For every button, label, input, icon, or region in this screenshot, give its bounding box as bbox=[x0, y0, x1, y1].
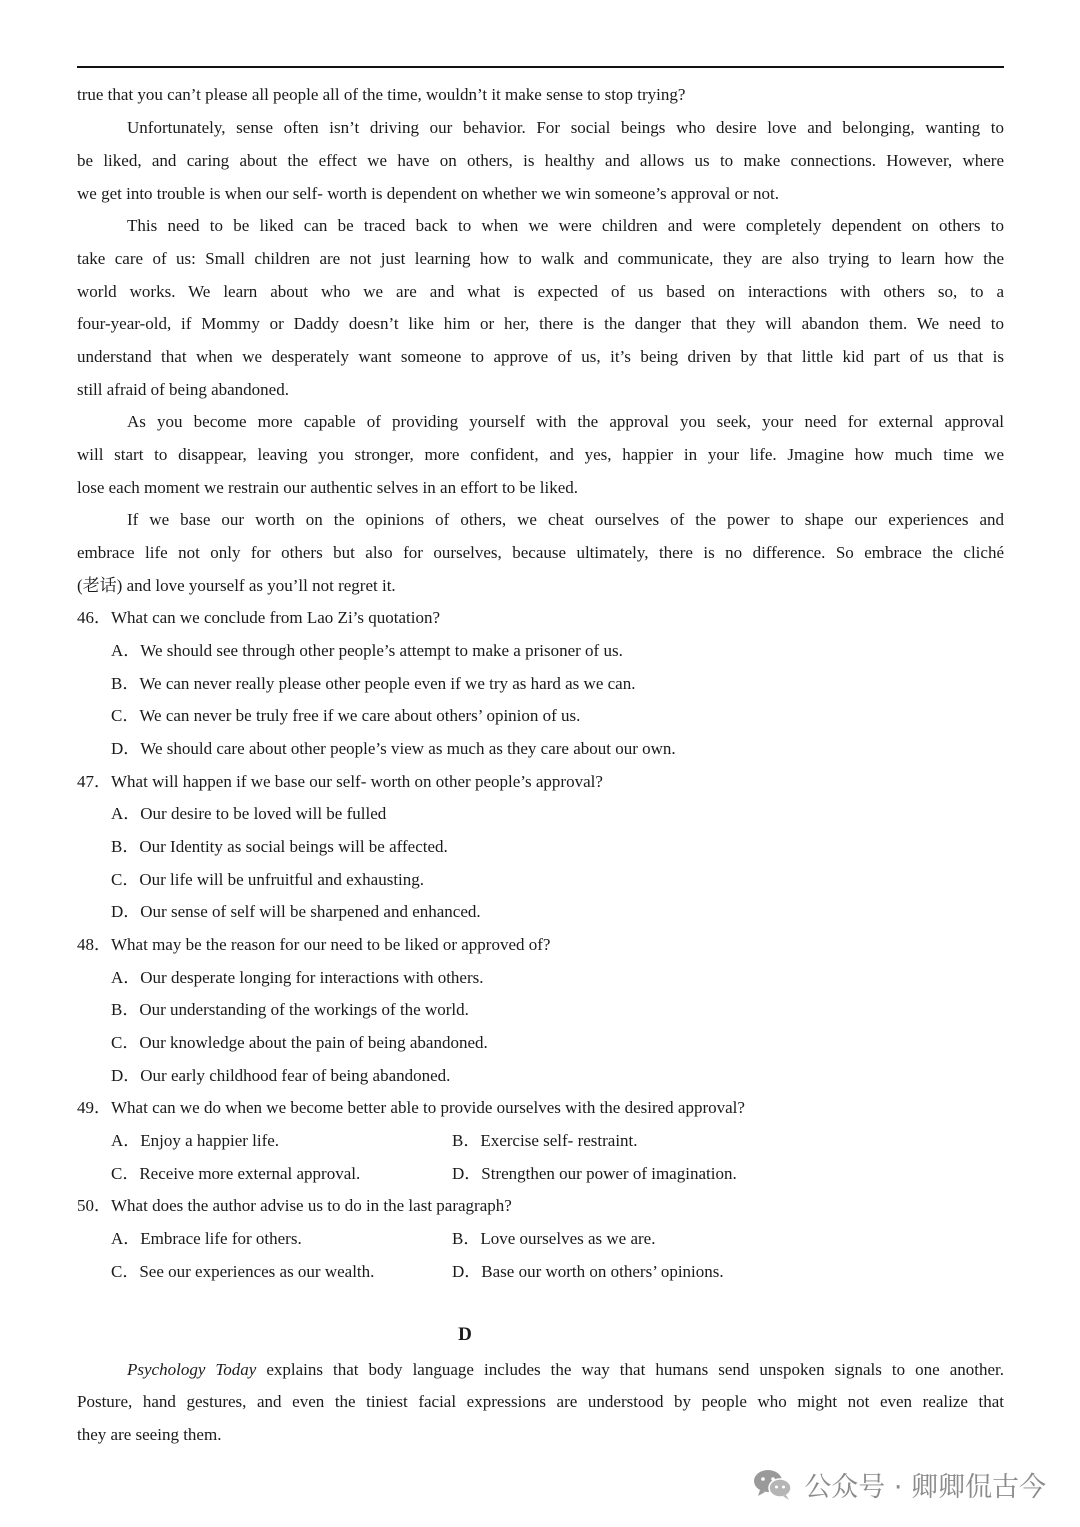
passage-line: four-year-old, if Mommy or Daddy doesn’t like him or her, there is the danger that they will abandon them. We need to bbox=[77, 314, 1004, 333]
question-49-option-d: D．Strengthen our power of imagination. bbox=[452, 1164, 737, 1183]
question-50-stem: 50．What does the author advise us to do in the last paragraph? bbox=[77, 1196, 512, 1215]
question-47-option-a: A．Our desire to be loved will be fulled bbox=[111, 804, 387, 823]
question-48-option-d: D．Our early childhood fear of being abandoned. bbox=[111, 1066, 451, 1085]
question-48-option-c: C．Our knowledge about the pain of being abandoned. bbox=[111, 1033, 488, 1052]
question-50-option-a: A．Embrace life for others. bbox=[111, 1229, 302, 1248]
question-50-option-b: B．Love ourselves as we are. bbox=[452, 1229, 656, 1248]
passage-line: (老话) and love yourself as you’ll not regret it. bbox=[77, 576, 396, 595]
passage-line: This need to be liked can be traced back to when we were children and were completely dependent on others to bbox=[127, 216, 1004, 235]
passage-line: take care of us: Small children are not just learning how to walk and communicate, they are also trying to learn how the bbox=[77, 249, 1004, 268]
question-46-option-d: D．We should care about other people’s view as much as they care about our own. bbox=[111, 739, 676, 758]
passage-line: be liked, and caring about the effect we have on others, is healthy and allows us to make connections. However, where bbox=[77, 151, 1004, 170]
question-46-option-c: C．We can never be truly free if we care about others’ opinion of us. bbox=[111, 706, 581, 725]
passage-line: If we base our worth on the opinions of others, we cheat ourselves of the power to shape our experiences and bbox=[127, 510, 1004, 529]
question-49-option-a: A．Enjoy a happier life. bbox=[111, 1131, 280, 1150]
question-46-option-b: B．We can never really please other people even if we try as hard as we can. bbox=[111, 674, 636, 693]
passage-line: lose each moment we restrain our authentic selves in an effort to be liked. bbox=[77, 478, 579, 497]
question-47-option-b: B．Our Identity as social beings will be affected. bbox=[111, 837, 448, 856]
question-48-option-b: B．Our understanding of the workings of the world. bbox=[111, 1000, 469, 1019]
passage-d-line bbox=[127, 1353, 1004, 1386]
passage-line: As you become more capable of providing yourself with the approval you seek, your need for external approval bbox=[127, 412, 1004, 431]
passage-line: understand that when we desperately want someone to approve of us, it’s being driven by that little kid part of us that is bbox=[77, 347, 1004, 366]
top-rule bbox=[77, 66, 1004, 68]
passage-line: Unfortunately, sense often isn’t driving our behavior. For social beings who desire love and belonging, wanting to bbox=[127, 118, 1004, 137]
question-47-stem: 47．What will happen if we base our self- worth on other people’s approval? bbox=[77, 772, 603, 791]
passage-d-line-rest: explains that body language includes the way that humans send unspoken signals to one another. bbox=[256, 1360, 1004, 1379]
wechat-icon bbox=[752, 1466, 794, 1502]
passage-line: will start to disappear, leaving you stronger, more confident, and yes, happier in your life. Jmagine how much time we bbox=[77, 445, 1004, 464]
question-48-option-a: A．Our desperate longing for interactions with others. bbox=[111, 968, 484, 987]
question-50-option-c: C．See our experiences as our wealth. bbox=[111, 1262, 375, 1281]
watermark bbox=[752, 1464, 1046, 1504]
question-46-option-a: A．We should see through other people’s attempt to make a prisoner of us. bbox=[111, 641, 623, 660]
question-49-option-c: C．Receive more external approval. bbox=[111, 1164, 361, 1183]
passage-line: embrace life not only for others but also for ourselves, because ultimately, there is no difference. So embrace the cliché bbox=[77, 543, 1004, 562]
watermark-text: 公众号 · 卿卿侃古今 bbox=[804, 1471, 1046, 1503]
passage-d-line: Posture, hand gestures, and even the tiniest facial expressions are understood by people who might not even realize that bbox=[77, 1392, 1004, 1411]
passage-d-line: they are seeing them. bbox=[77, 1425, 222, 1444]
question-49-option-b: B．Exercise self- restraint. bbox=[452, 1131, 638, 1150]
passage-line: we get into trouble is when our self- worth is dependent on whether we win someone’s approval or not. bbox=[77, 184, 780, 203]
question-46-stem: 46．What can we conclude from Lao Zi’s quotation? bbox=[77, 608, 441, 627]
passage-line: true that you can’t please all people all of the time, wouldn’t it make sense to stop trying? bbox=[77, 85, 686, 104]
section-d-heading: D bbox=[458, 1324, 472, 1345]
passage-line: world works. We learn about who we are and what is expected of us based on interactions with others so, to a bbox=[77, 282, 1004, 301]
passage-line: still afraid of being abandoned. bbox=[77, 380, 289, 399]
question-47-option-d: D．Our sense of self will be sharpened and enhanced. bbox=[111, 902, 481, 921]
question-47-option-c: C．Our life will be unfruitful and exhausting. bbox=[111, 870, 425, 889]
question-49-stem: 49．What can we do when we become better able to provide ourselves with the desired approval? bbox=[77, 1098, 745, 1117]
question-50-option-d: D．Base our worth on others’ opinions. bbox=[452, 1262, 724, 1281]
question-48-stem: 48．What may be the reason for our need to be liked or approved of? bbox=[77, 935, 551, 954]
publication-title: Psychology Today bbox=[127, 1360, 257, 1379]
